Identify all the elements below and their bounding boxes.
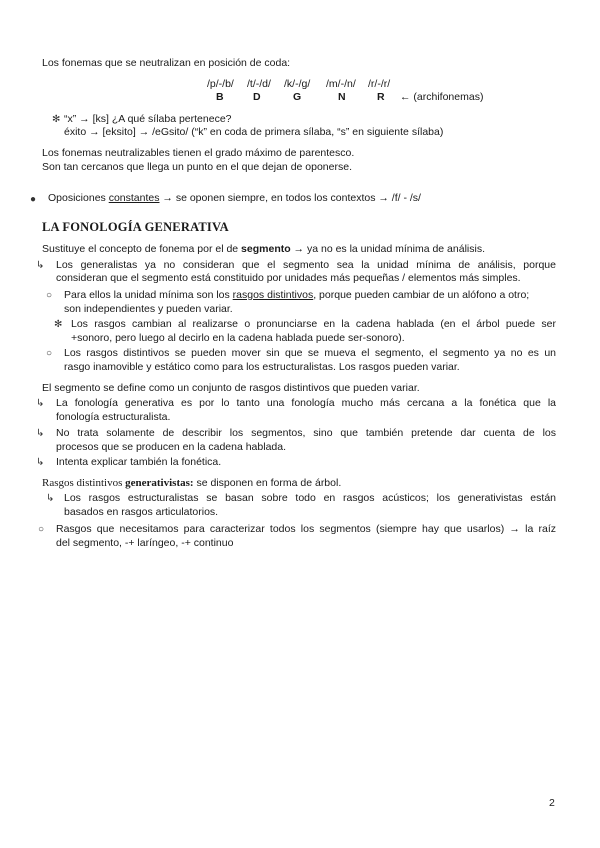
- archi-b: B: [216, 91, 224, 103]
- distinctive-features-line-1: Para ellos la unidad mínima son los rasgos distintivos, porque pueden cambiar de un alófono a otro;: [64, 289, 530, 301]
- x-example-question: “x” → [ks] ¿A qué sílaba pertenece?: [64, 113, 232, 125]
- archi-g: G: [293, 91, 302, 103]
- rasgos-distintivos-link[interactable]: rasgos distintivos: [232, 289, 314, 301]
- arrow-bullet-icon: ↳: [46, 493, 55, 504]
- exito-example: éxito → [eksito] → /eGsito/ (“k” en coda de primera sílaba, “s” en siguiente sílaba): [64, 126, 444, 138]
- circle-bullet-icon: ○: [38, 524, 45, 535]
- page-number: 2: [549, 797, 555, 809]
- describe-segments-line-2: procesos que se producen en la cadena hablada.: [56, 441, 287, 453]
- root-features-line-2: del segmento, -+ laríngeo, -+ continuo: [56, 537, 234, 549]
- generative-phonology-line-2: fonología estructuralista.: [56, 411, 171, 423]
- features-move-line-1: Los rasgos distintivos se pueden mover sin que se mueva el segmento, el segmento ya no es un: [64, 347, 556, 359]
- pair-k-g: /k/-/g/: [284, 78, 311, 90]
- arrow-bullet-icon: ↳: [36, 260, 45, 271]
- describe-segments-line-1: No trata solamente de describir los segmentos, sino que también pretende dar cuenta de los: [56, 427, 556, 439]
- structuralist-features-line-2: basados en rasgos articulatorios.: [64, 506, 219, 518]
- neutralization-intro: Los fonemas que se neutralizan en posición de coda:: [42, 57, 291, 69]
- disc-bullet-icon: ●: [30, 194, 37, 205]
- constantes-link[interactable]: constantes: [108, 192, 160, 204]
- constant-oppositions: Oposiciones constantes → se oponen siempre, en todos los contextos → /f/ - /s/: [48, 192, 421, 204]
- pair-p-b: /p/-/b/: [207, 78, 234, 90]
- structuralist-features-line-1: Los rasgos estructuralistas se basan sobre todo en rasgos acústicos; los generativistas están: [64, 492, 556, 504]
- archi-n: N: [338, 91, 346, 103]
- kinship-sentence: Los fonemas neutralizables tienen el grado máximo de parentesco.: [42, 147, 355, 159]
- distinctive-features-line-2: son independientes y pueden variar.: [64, 303, 233, 315]
- generalists-line-1: Los generalistas ya no consideran que el segmento sea la unidad mínima de análisis, porque: [56, 259, 556, 271]
- section-title: LA FONOLOGÍA GENERATIVA: [42, 220, 229, 234]
- features-move-line-2: rasgo inamovible y estático como para los estructuralistas. Los rasgos pueden variar.: [64, 361, 460, 373]
- features-change-line-1: Los rasgos cambian al realizarse o pronunciarse en la cadena hablada (en el árbol puede ser: [71, 318, 556, 330]
- pair-t-d: /t/-/d/: [247, 78, 271, 90]
- arrow-bullet-icon: ↳: [36, 428, 45, 439]
- circle-bullet-icon: ○: [46, 348, 53, 359]
- generative-phonology-line-1: La fonología generativa es por lo tanto una fonología mucho más cercana a la fonética que la: [56, 397, 556, 409]
- root-features-line-1: Rasgos que necesitamos para caracterizar todos los segmentos (siempre hay que usarlos) → la raíz: [56, 523, 556, 535]
- archi-r: R: [377, 91, 385, 103]
- segment-set-sentence: El segmento se define como un conjunto de rasgos distintivos que pueden variar.: [42, 382, 420, 394]
- pair-r-r: /r/-/r/: [368, 78, 391, 90]
- asterisk-bullet-icon: ✻: [52, 114, 61, 125]
- archiphoneme-note: ← (archifonemas): [400, 91, 484, 103]
- circle-bullet-icon: ○: [46, 290, 53, 301]
- arrow-bullet-icon: ↳: [36, 457, 45, 468]
- asterisk-bullet-icon: ✻: [54, 319, 63, 330]
- generalists-line-2: consideran que el segmento está constituido por unidades más pequeñas / elementos más simples.: [56, 272, 521, 284]
- archi-d: D: [253, 91, 261, 103]
- arrow-bullet-icon: ↳: [36, 398, 45, 409]
- opposition-sentence: Son tan cercanos que llega un punto en el que dejan de oponerse.: [42, 161, 352, 173]
- features-change-line-2: +sonoro, pero luego al decirlo en la cadena hablada puede ser-sonoro).: [71, 332, 405, 344]
- segment-definition: Sustituye el concepto de fonema por el de segmento → ya no es la unidad mínima de análisis.: [42, 243, 485, 255]
- pair-m-n: /m/-/n/: [326, 78, 356, 90]
- archiphoneme-table: [207, 78, 507, 106]
- generativist-features-heading: Rasgos distintivos generativistas: se disponen en forma de árbol.: [42, 477, 342, 489]
- explain-phonetics: Intenta explicar también la fonética.: [56, 456, 222, 468]
